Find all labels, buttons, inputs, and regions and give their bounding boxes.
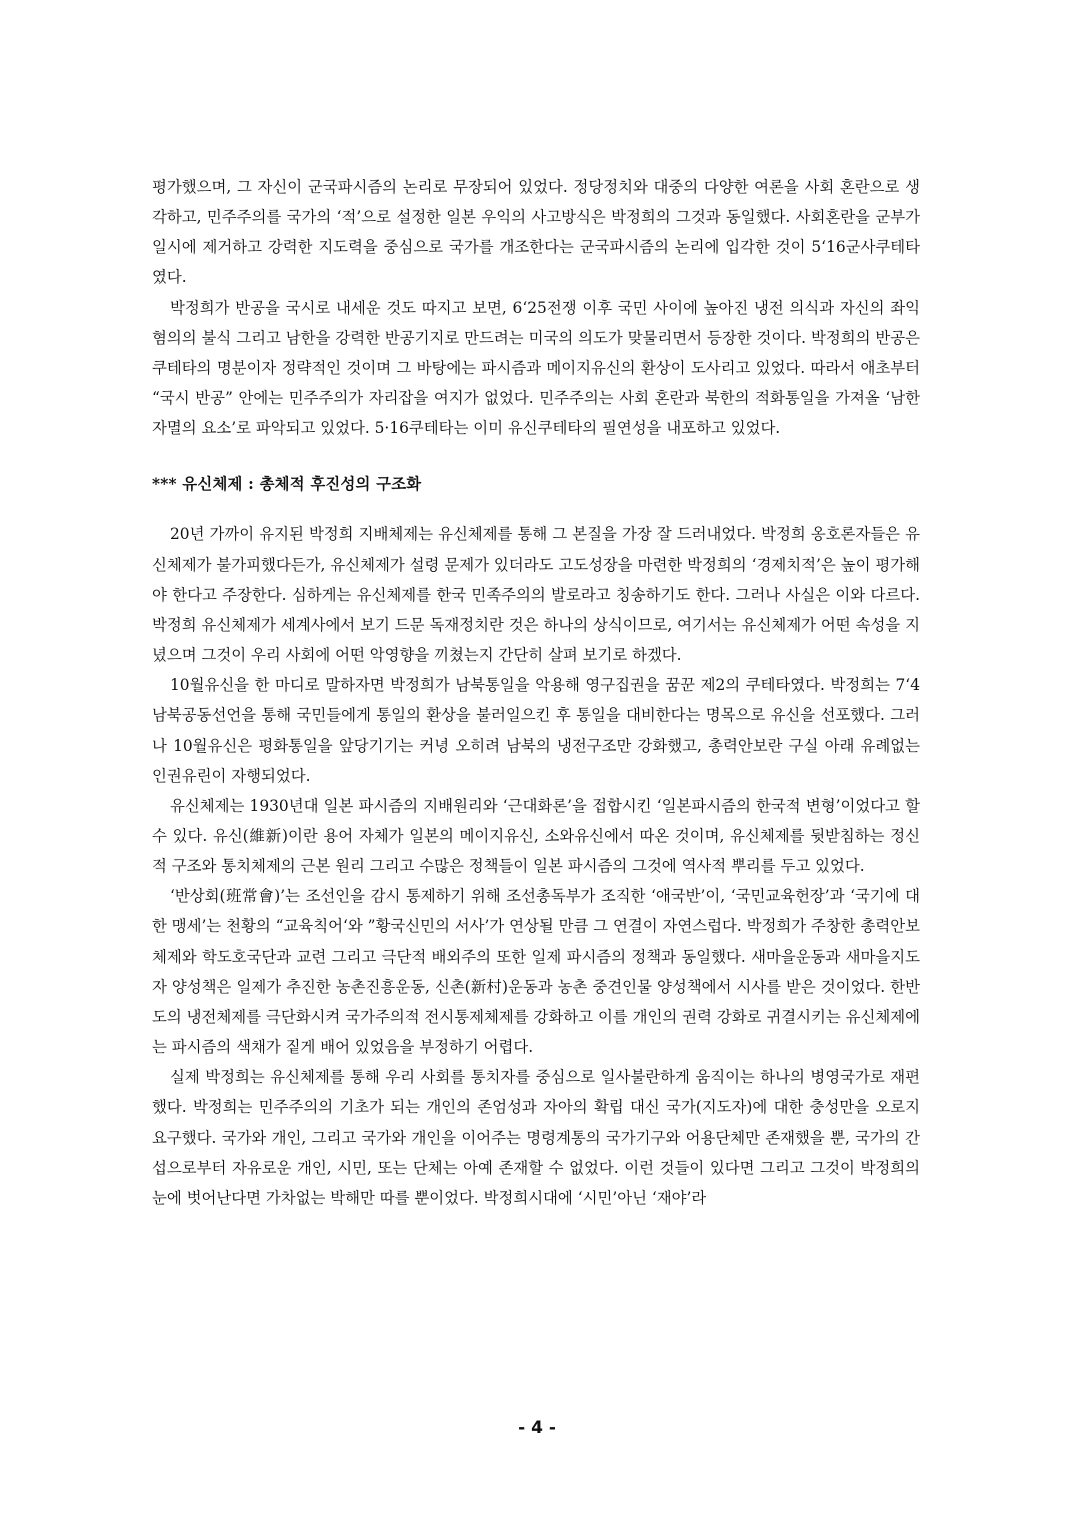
- page-number: - 4 -: [518, 1418, 556, 1438]
- paragraph: 평가했으며, 그 자신이 군국파시즘의 논리로 무장되어 있었다. 정당정치와 대중의 다양한 여론을 사회 혼란으로 생각하고, 민주주의를 국가의 ‘적’으로 설정한 일본 우익의 사고방식은 박정희의 그것과 동일했다. 사회혼란을 군부가 일시에 제거하고 강력한 지도력을 중심으로 국가를 개조한다는 군국파시즘의 논리에 입각한 것이 5‘16군사쿠테타였다.: [152, 178, 920, 287]
- paragraph: 유신체제는 1930년대 일본 파시즘의 지배원리와 ‘근대화론’을 접합시킨 ‘일본파시즘의 한국적 변형’이었다고 할 수 있다. 유신(維新)이란 용어 자체가 일본의 메이지유신, 소와유신에서 따온 것이며, 유신체제를 뒷받침하는 정신적 구조와 통치체제의 근본 원리 그리고 수많은 정책들이 일본 파시즘의 그것에 역사적 뿌리를 두고 있었다.: [152, 796, 920, 876]
- paragraph: ‘반상회(班常會)’는 조선인을 감시 통제하기 위해 조선총독부가 조직한 ‘애국반’이, ‘국민교육헌장’과 ‘국기에 대한 맹세’는 천황의 “교육칙어‘와 ”황국신민의 서사’가 연상될 만큼 그 연결이 자연스럽다. 박정희가 주창한 총력안보체제와 학도호국단과 교련 그리고 극단적 배외주의 또한 일제 파시즘의 정책과 동일했다. 새마을운동과 새마을지도자 양성책은 일제가 추진한 농촌진흥운동, 신촌(新村)운동과 농촌 중견인물 양성책에서 시사를 받은 것이었다. 한반도의 냉전체제를 극단화시켜 국가주의적 전시통제체제를 강화하고 이를 개인의 권력 강화로 귀결시키는 유신체제에는 파시즘의 색채가 짙게 배어 있었음을 부정하기 어렵다.: [152, 887, 920, 1057]
- paragraph: 10월유신을 한 마디로 말하자면 박정희가 남북통일을 악용해 영구집권을 꿈꾼 제2의 쿠테타였다. 박정희는 7‘4남북공동선언을 통해 국민들에게 통일의 환상을 불러일으킨 후 통일을 대비한다는 명목으로 유신을 선포했다. 그러나 10월유신은 평화통일을 앞당기기는 커녕 오히려 남북의 냉전구조만 강화했고, 총력안보란 구실 아래 유례없는 인권유린이 자행되었다.: [152, 676, 920, 785]
- paragraph: 20년 가까이 유지된 박정희 지배체제는 유신체제를 통해 그 본질을 가장 잘 드러내었다. 박정희 옹호론자들은 유신체제가 불가피했다든가, 유신체제가 설령 문제가 있더라도 고도성장을 마련한 박정희의 ‘경제치적’은 높이 평가해야 한다고 주장한다. 심하게는 유신체제를 한국 민족주의의 발로라고 칭송하기도 한다. 그러나 사실은 이와 다르다. 박정희 유신체제가 세계사에서 보기 드문 독재정치란 것은 하나의 상식이므로, 여기서는 유신체제가 어떤 속성을 지녔으며 그것이 우리 사회에 어떤 악영향을 끼쳤는지 간단히 살펴 보기로 하겠다.: [152, 525, 920, 665]
- paragraph: 박정희가 반공을 국시로 내세운 것도 따지고 보면, 6‘25전쟁 이후 국민 사이에 높아진 냉전 의식과 자신의 좌익 혐의의 불식 그리고 남한을 강력한 반공기지로 만드려는 미국의 의도가 맞물리면서 등장한 것이다. 박정희의 반공은 쿠테타의 명분이자 정략적인 것이며 그 바탕에는 파시즘과 메이지유신의 환상이 도사리고 있었다. 따라서 애초부터 “국시 반공” 안에는 민주주의가 자리잡을 여지가 없었다. 민주주의는 사회 혼란과 북한의 적화통일을 가져올 ‘남한 자멸의 요소’로 파악되고 있었다. 5·16쿠테타는 이미 유신쿠테타의 필연성을 내포하고 있었다.: [152, 298, 920, 438]
- section-body: [152, 519, 920, 1213]
- document-page: [152, 172, 920, 1213]
- paragraph: 실제 박정희는 유신체제를 통해 우리 사회를 통치자를 중심으로 일사불란하게 움직이는 하나의 병영국가로 재편했다. 박정희는 민주주의의 기초가 되는 개인의 존엄성과 자아의 확립 대신 국가(지도자)에 대한 충성만을 오로지 요구했다. 국가와 개인, 그리고 국가와 개인을 이어주는 명령계통의 국가기구와 어용단체만 존재했을 뿐, 국가의 간섭으로부터 자유로운 개인, 시민, 또는 단체는 아예 존재할 수 없었다. 이런 것들이 있다면 그리고 그것이 박정희의 눈에 벗어난다면 가차없는 박해만 따를 뿐이었다. 박정희시대에 ‘시민’아닌 ‘재야’라: [152, 1068, 921, 1207]
- section-heading: *** 유신체제 : 총체적 후진성의 구조화: [152, 475, 422, 494]
